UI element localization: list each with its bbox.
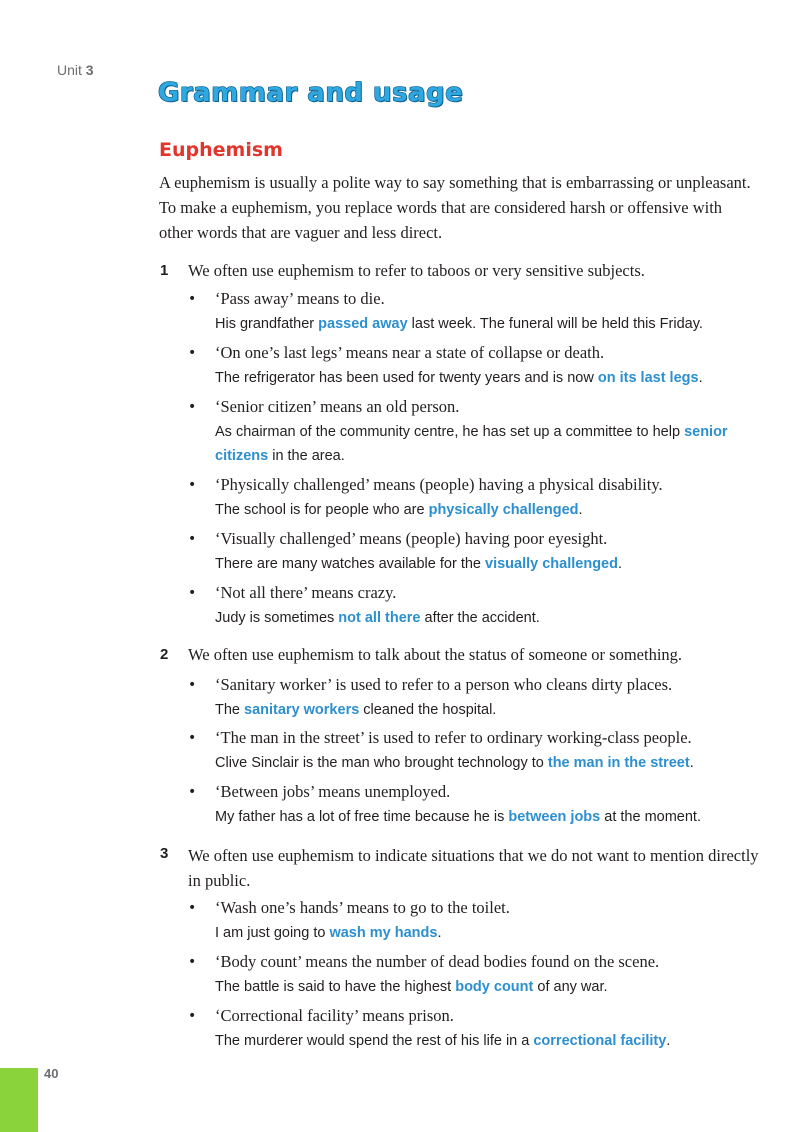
example: The sanitary workers cleaned the hospital. bbox=[215, 702, 497, 718]
bullet-icon: • bbox=[188, 531, 197, 547]
point-number: 3 bbox=[160, 845, 169, 862]
example: I am just going to wash my hands. bbox=[215, 925, 442, 941]
euphemism-highlight: visually challenged bbox=[485, 556, 618, 572]
example: The refrigerator has been used for twenty years and is now on its last legs. bbox=[215, 370, 703, 386]
page-title: Grammar and usage bbox=[158, 78, 464, 108]
euphemism-highlight: senior citizens bbox=[215, 424, 728, 464]
euphemism-highlight: wash my hands bbox=[329, 925, 438, 941]
bullet-icon: • bbox=[188, 677, 197, 693]
page-tab bbox=[0, 1068, 38, 1132]
example: There are many watches available for the visually challenged. bbox=[215, 556, 623, 572]
bullet-icon: • bbox=[188, 900, 197, 916]
example: Clive Sinclair is the man who brought technology to the man in the street. bbox=[215, 755, 694, 771]
example: The school is for people who are physically challenged. bbox=[215, 502, 583, 518]
bullet-icon: • bbox=[188, 730, 197, 746]
bullet-icon: • bbox=[188, 1008, 197, 1024]
unit-label-text: Unit bbox=[57, 62, 82, 78]
unit-number: 3 bbox=[85, 62, 94, 78]
bullet-icon: • bbox=[188, 954, 197, 970]
definition: ‘On one’s last legs’ means near a state of collapse or death. bbox=[215, 343, 605, 362]
definition: ‘Correctional facility’ means prison. bbox=[215, 1006, 454, 1025]
euphemism-highlight: between jobs bbox=[508, 809, 601, 825]
euphemism-highlight: the man in the street bbox=[547, 755, 690, 771]
euphemism-highlight: correctional facility bbox=[533, 1033, 667, 1049]
definition: ‘Wash one’s hands’ means to go to the toilet. bbox=[215, 898, 510, 917]
intro-paragraph: A euphemism is usually a polite way to say something that is embarrassing or unpleasant. To make a euphemism, you replace words that are considered harsh or offensive with other words that are vaguer and less direct. bbox=[159, 173, 751, 242]
point-text: We often use euphemism to refer to taboos or very sensitive subjects. bbox=[188, 261, 645, 280]
point-text: We often use euphemism to talk about the status of someone or something. bbox=[188, 645, 683, 664]
definition: ‘Visually challenged’ means (people) having poor eyesight. bbox=[215, 529, 608, 548]
point-text: We often use euphemism to indicate situations that we do not want to mention directly in public. bbox=[188, 846, 759, 890]
definition: ‘Between jobs’ means unemployed. bbox=[215, 782, 451, 801]
section-title: Euphemism bbox=[159, 139, 283, 161]
bullet-icon: • bbox=[188, 784, 197, 800]
unit-label bbox=[57, 62, 94, 78]
euphemism-highlight: on its last legs bbox=[597, 370, 699, 386]
example: The battle is said to have the highest body count of any war. bbox=[215, 979, 608, 995]
bullet-icon: • bbox=[188, 399, 197, 415]
euphemism-highlight: body count bbox=[455, 979, 534, 995]
point-number: 1 bbox=[160, 262, 169, 279]
euphemism-highlight: sanitary workers bbox=[244, 702, 360, 718]
example: As chairman of the community centre, he has set up a committee to help senior citizens in the area. bbox=[215, 424, 728, 464]
bullet-icon: • bbox=[188, 345, 197, 361]
definition: ‘Pass away’ means to die. bbox=[215, 289, 385, 308]
definition: ‘The man in the street’ is used to refer to ordinary working-class people. bbox=[215, 728, 692, 747]
bullet-icon: • bbox=[188, 291, 197, 307]
example: My father has a lot of free time because he is between jobs at the moment. bbox=[215, 809, 701, 825]
euphemism-highlight: not all there bbox=[338, 610, 421, 626]
euphemism-highlight: passed away bbox=[318, 316, 408, 332]
definition: ‘Senior citizen’ means an old person. bbox=[215, 397, 460, 416]
euphemism-highlight: physically challenged bbox=[428, 502, 579, 518]
point-number: 2 bbox=[160, 646, 169, 663]
bullet-icon: • bbox=[188, 585, 197, 601]
page-number: 40 bbox=[44, 1066, 59, 1081]
example: His grandfather passed away last week. The funeral will be held this Friday. bbox=[215, 316, 703, 332]
example: Judy is sometimes not all there after the accident. bbox=[215, 610, 540, 626]
definition: ‘Not all there’ means crazy. bbox=[215, 583, 397, 602]
example: The murderer would spend the rest of his life in a correctional facility. bbox=[215, 1033, 671, 1049]
definition: ‘Body count’ means the number of dead bodies found on the scene. bbox=[215, 952, 660, 971]
bullet-icon: • bbox=[188, 477, 197, 493]
definition: ‘Sanitary worker’ is used to refer to a person who cleans dirty places. bbox=[215, 675, 673, 694]
definition: ‘Physically challenged’ means (people) having a physical disability. bbox=[215, 475, 663, 494]
